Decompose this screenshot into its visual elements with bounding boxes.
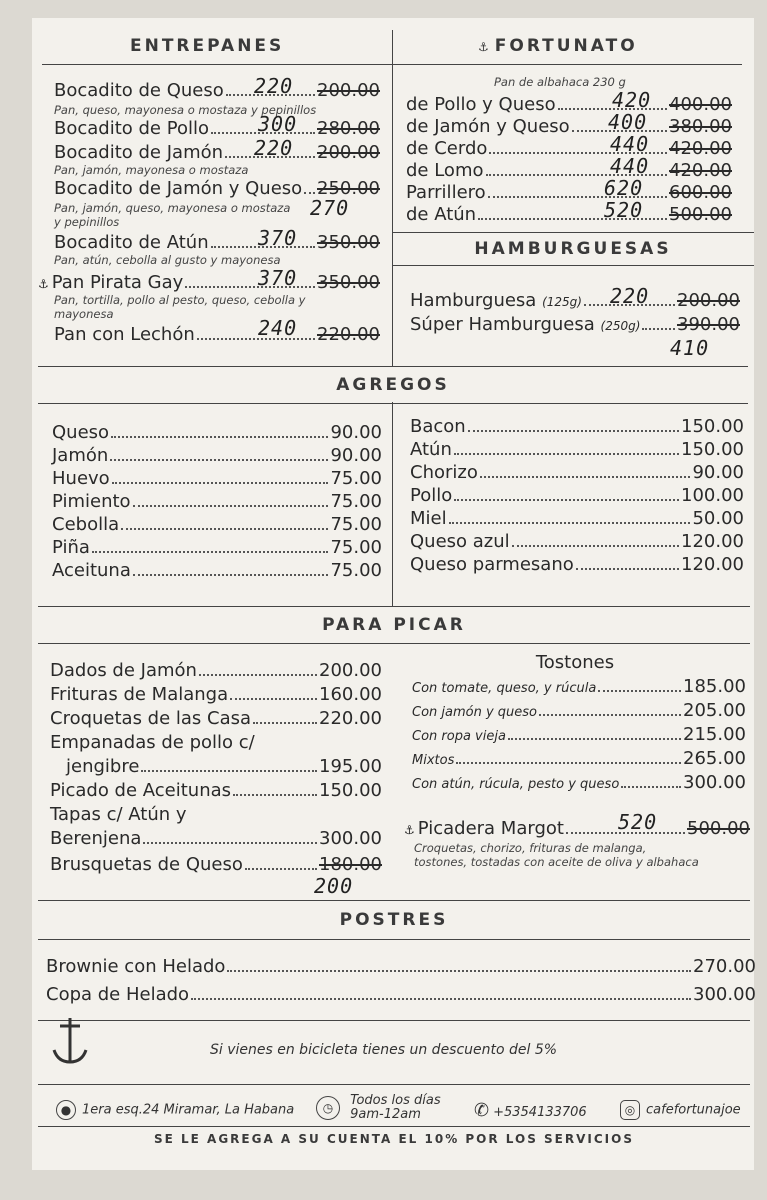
handwritten-price: 440 bbox=[610, 132, 650, 156]
divider bbox=[392, 402, 393, 606]
menu-item: Pan con Lechón 220.00 bbox=[54, 324, 380, 345]
menu-item: Pimiento 75.00 bbox=[52, 491, 382, 512]
anchor-icon bbox=[50, 1014, 90, 1066]
section-title-agregos: AGREGOS bbox=[38, 366, 748, 404]
phone[interactable]: ✆ +5354133706 bbox=[474, 1100, 587, 1121]
menu-item: Jamón 90.00 bbox=[52, 445, 382, 466]
menu-item: Con ropa vieja 215.00 bbox=[412, 724, 746, 745]
handwritten-price: 270 bbox=[310, 196, 350, 220]
handwritten-price: 220 bbox=[254, 136, 294, 160]
divider bbox=[392, 64, 393, 366]
menu-item: Hamburguesa (125g) 200.00 bbox=[410, 290, 740, 311]
menu-page bbox=[32, 18, 754, 1170]
handwritten-price: 400 bbox=[608, 110, 648, 134]
menu-item: ⚓ Pan Pirata Gay 350.00 bbox=[38, 272, 380, 293]
handwritten-price: 200 bbox=[314, 874, 354, 898]
divider bbox=[38, 1126, 750, 1127]
section-title-postres: POSTRES bbox=[38, 900, 750, 940]
handwritten-price: 300 bbox=[258, 112, 298, 136]
menu-item: Bocadito de Jamón y Queso 250.00 bbox=[54, 178, 380, 199]
menu-item: Aceituna 75.00 bbox=[52, 560, 382, 581]
tostones-heading: Tostones bbox=[535, 652, 615, 673]
item-description: Pan, jamón, queso, mayonesa o mostaza bbox=[54, 201, 291, 215]
handwritten-price: 410 bbox=[670, 336, 710, 360]
menu-item: Queso parmesano 120.00 bbox=[410, 554, 744, 575]
service-charge-note: SE LE AGREGA A SU CUENTA EL 10% POR LOS SERVICIOS bbox=[154, 1132, 634, 1146]
menu-item: Copa de Helado 300.00 bbox=[46, 984, 756, 1005]
menu-item: Queso 90.00 bbox=[52, 422, 382, 443]
menu-item: Huevo 75.00 bbox=[52, 468, 382, 489]
location-pin-icon: ● bbox=[56, 1100, 76, 1120]
item-description: Croquetas, chorizo, frituras de malanga, bbox=[414, 841, 647, 855]
handwritten-price: 240 bbox=[258, 316, 298, 340]
instagram-icon: ◎ bbox=[620, 1100, 640, 1120]
menu-item: de Lomo 420.00 bbox=[406, 160, 732, 181]
handwritten-price: 520 bbox=[618, 810, 658, 834]
handwritten-price: 220 bbox=[610, 284, 650, 308]
menu-item: Piña 75.00 bbox=[52, 537, 382, 558]
item-description: Pan, jamón, mayonesa o mostaza bbox=[54, 163, 249, 177]
menu-item: Súper Hamburguesa (250g) 390.00 bbox=[410, 314, 740, 335]
menu-item: Con jamón y queso 205.00 bbox=[412, 700, 746, 721]
handwritten-price: 370 bbox=[258, 226, 298, 250]
menu-item: Berenjena 300.00 bbox=[50, 828, 382, 849]
menu-item: de Jamón y Queso 380.00 bbox=[406, 116, 732, 137]
menu-item: de Atún 500.00 bbox=[406, 204, 732, 225]
item-description: mayonesa bbox=[54, 307, 114, 321]
menu-item: Bacon 150.00 bbox=[410, 416, 744, 437]
menu-item: Dados de Jamón 200.00 bbox=[50, 660, 382, 681]
handwritten-price: 370 bbox=[258, 266, 298, 290]
menu-item: Bocadito de Queso 200.00 bbox=[54, 80, 380, 101]
menu-item: ⚓ Picadera Margot 500.00 bbox=[404, 818, 750, 839]
section-title-entrepanes: ENTREPANES bbox=[130, 36, 285, 56]
menu-item: Frituras de Malanga 160.00 bbox=[50, 684, 382, 705]
handwritten-price: 220 bbox=[254, 74, 294, 98]
menu-item: jengibre 195.00 bbox=[66, 756, 382, 777]
menu-item: Bocadito de Pollo 280.00 bbox=[54, 118, 380, 139]
menu-item-line1: Tapas c/ Atún y bbox=[50, 804, 187, 825]
item-description: y pepinillos bbox=[54, 215, 120, 229]
item-description: Pan, atún, cebolla al gusto y mayonesa bbox=[54, 253, 281, 267]
handwritten-price: 440 bbox=[610, 154, 650, 178]
section-title-hamburguesas: HAMBURGUESAS bbox=[392, 232, 754, 266]
menu-item: Picado de Aceitunas 150.00 bbox=[50, 780, 382, 801]
divider bbox=[38, 1084, 750, 1085]
menu-item: Brusquetas de Queso 180.00 bbox=[50, 854, 382, 875]
section-title-para-picar: PARA PICAR bbox=[38, 606, 750, 644]
item-description: Pan, tortilla, pollo al pesto, queso, cebolla y bbox=[54, 293, 306, 307]
menu-item-line1: Empanadas de pollo c/ bbox=[50, 732, 255, 753]
menu-item: Cebolla 75.00 bbox=[52, 514, 382, 535]
divider bbox=[392, 30, 393, 64]
schedule: ◷ Todos los días 9am-12am bbox=[316, 1094, 441, 1122]
item-description: tostones, tostadas con aceite de oliva y albahaca bbox=[414, 855, 699, 869]
section-title-fortunato: ⚓ FORTUNATO bbox=[478, 36, 638, 56]
menu-item: Chorizo 90.00 bbox=[410, 462, 744, 483]
instagram[interactable]: ◎ cafefortunajoe bbox=[620, 1100, 741, 1120]
menu-item: Croquetas de las Casa 220.00 bbox=[50, 708, 382, 729]
anchor-icon: ⚓ bbox=[478, 40, 492, 54]
address: ● 1era esq.24 Miramar, La Habana bbox=[56, 1100, 294, 1120]
menu-item: Con tomate, queso, y rúcula 185.00 bbox=[412, 676, 746, 697]
anchor-icon: ⚓ bbox=[38, 277, 49, 291]
menu-item: Bocadito de Jamón 200.00 bbox=[54, 142, 380, 163]
anchor-icon: ⚓ bbox=[404, 823, 415, 837]
promo-text: Si vienes en bicicleta tienes un descuento del 5% bbox=[210, 1042, 558, 1058]
divider bbox=[38, 1020, 750, 1021]
phone-icon: ✆ bbox=[474, 1100, 490, 1121]
menu-item: de Cerdo 420.00 bbox=[406, 138, 732, 159]
handwritten-price: 420 bbox=[612, 88, 652, 112]
handwritten-price: 620 bbox=[604, 176, 644, 200]
handwritten-price: 520 bbox=[604, 198, 644, 222]
menu-item: Queso azul 120.00 bbox=[410, 531, 744, 552]
menu-item: Pollo 100.00 bbox=[410, 485, 744, 506]
menu-item: Miel 50.00 bbox=[410, 508, 744, 529]
menu-item: de Pollo y Queso 400.00 bbox=[406, 94, 732, 115]
menu-item: Parrillero 600.00 bbox=[406, 182, 732, 203]
menu-item: Mixtos 265.00 bbox=[412, 748, 746, 769]
menu-item: Bocadito de Atún 350.00 bbox=[54, 232, 380, 253]
menu-item: Con atún, rúcula, pesto y queso 300.00 bbox=[412, 772, 746, 793]
clock-icon: ◷ bbox=[316, 1096, 340, 1120]
menu-item: Atún 150.00 bbox=[410, 439, 744, 460]
item-description: Pan de albahaca 230 g bbox=[494, 75, 626, 89]
item-description: Pan, queso, mayonesa o mostaza y pepinillos bbox=[54, 103, 317, 117]
menu-item: Brownie con Helado 270.00 bbox=[46, 956, 756, 977]
